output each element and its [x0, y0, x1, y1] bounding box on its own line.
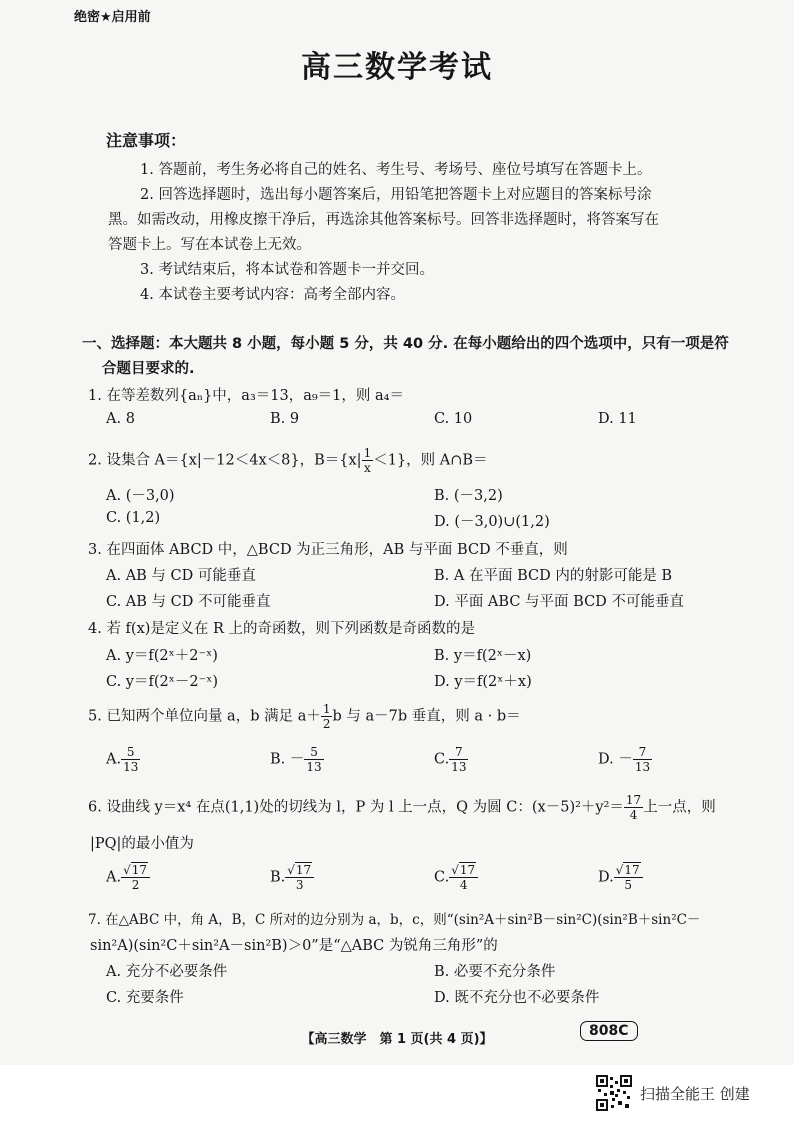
- section-heading: 一、选择题：本大题共 8 小题，每小题 5 分，共 40 分. 在每小题给出的四个选项中，只有一项是符: [82, 336, 729, 352]
- question-2-stem: [88, 447, 488, 474]
- question-6-fraction: [624, 794, 643, 821]
- fraction-denominator: 13: [123, 760, 139, 774]
- option-label: A.: [106, 751, 122, 768]
- question-2-option-c: C. (1,2): [106, 510, 161, 526]
- question-6-stem: [88, 794, 716, 821]
- fraction-denominator: 2: [131, 878, 140, 892]
- notice-item-1: 1. 答题前，考生务必将自己的姓名、考生号、考场号、座位号填写在答题卡上。: [140, 162, 652, 178]
- question-3-option-b: B. A 在平面 BCD 内的射影可能是 B: [434, 568, 673, 584]
- question-2-fraction: [362, 447, 374, 474]
- fraction-numerator: 5: [304, 746, 323, 760]
- notice-item-4: 4. 本试卷主要考试内容：高考全部内容。: [140, 287, 405, 303]
- fraction-denominator: 13: [634, 760, 651, 774]
- option-label: C.: [434, 751, 450, 768]
- question-5-stem-pre: 5. 已知两个单位向量 a，b 满足 a＋: [88, 708, 321, 725]
- notice-item-2-cont: 黑。如需改动，用橡皮擦干净后，再选涂其他答案标号。回答非选择题时，将答案写在: [108, 212, 659, 228]
- sqrt-radicand: 17: [131, 863, 148, 877]
- fraction-numerator: 1: [363, 446, 372, 460]
- fraction-numerator: 7: [633, 746, 652, 760]
- page-title: 高三数学考试: [301, 50, 493, 85]
- confidential-mark: 绝密★启用前: [74, 10, 151, 25]
- question-7-stem: 7. 在△ABC 中，角 A，B，C 所对的边分别为 a，b，c，则“(sin²A＋sin²B－sin²C)(sin²B＋sin²C－: [88, 912, 701, 928]
- question-6-stem-pre: 6. 设曲线 y＝x⁴ 在点(1,1)处的切线为 l，P 为 l 上一点，Q 为圆 C：(x－5)²＋y²＝: [88, 799, 624, 816]
- question-5-option-b: [270, 746, 324, 773]
- option-label: D. －: [598, 751, 633, 768]
- question-4-stem: 4. 若 f(x)是定义在 R 上的奇函数，则下列函数是奇函数的是: [88, 621, 476, 637]
- notice-item-2: 2. 回答选择题时，选出每小题答案后，用铅笔把答题卡上对应题目的答案标号涂: [140, 187, 652, 203]
- question-2-option-d: D. (－3,0)∪(1,2): [434, 514, 550, 530]
- sqrt-radicand: 17: [459, 863, 476, 877]
- fraction-denominator: x: [363, 461, 371, 475]
- question-6-option-b: B. $\frac{√17}{3}$: [270, 864, 314, 891]
- sqrt-radicand: 17: [295, 863, 312, 877]
- question-5-option-c: [434, 746, 468, 773]
- fraction-denominator: 13: [451, 760, 467, 774]
- fraction-denominator: 2: [322, 717, 331, 731]
- question-1-option-d: D. 11: [598, 411, 637, 427]
- option-label: C.: [434, 869, 450, 886]
- question-7-option-c: C. 充要条件: [106, 990, 184, 1006]
- fraction-denominator: 4: [459, 878, 468, 892]
- question-6-option-c: C. $\frac{√17}{4}$: [434, 864, 478, 891]
- option-label: A.: [106, 869, 122, 886]
- question-2-option-b: B. (－3,2): [434, 488, 503, 504]
- option-label: D.: [598, 869, 614, 886]
- question-5-stem: [88, 703, 521, 730]
- scanner-watermark: 扫描全能王 创建: [640, 1085, 750, 1103]
- qr-code-icon: [596, 1075, 632, 1111]
- section-heading-cont: 合题目要求的.: [102, 361, 195, 377]
- question-3-option-a: A. AB 与 CD 可能垂直: [106, 568, 256, 584]
- question-1-option-c: C. 10: [434, 411, 473, 427]
- question-7-option-b: B. 必要不充分条件: [434, 964, 556, 980]
- fraction-numerator: 1: [322, 702, 331, 716]
- fraction-numerator: 7: [449, 746, 468, 760]
- fraction-numerator: 17: [625, 793, 642, 807]
- question-7-option-d: D. 既不充分也不必要条件: [434, 990, 600, 1006]
- question-7-stem-cont: sin²A)(sin²C＋sin²A－sin²B)＞0”是“△ABC 为锐角三角形”的: [90, 938, 498, 954]
- question-2-stem-pre: 2. 设集合 A＝{x|－12＜4x＜8}，B＝{x|: [88, 452, 362, 469]
- fraction-numerator: 5: [121, 746, 140, 760]
- question-3-option-c: C. AB 与 CD 不可能垂直: [106, 594, 271, 610]
- question-2-stem-post: ＜1}，则 A∩B＝: [373, 452, 488, 469]
- question-5-fraction: [321, 703, 333, 730]
- question-4-option-a: A. y＝f(2ˣ＋2⁻ˣ): [106, 648, 218, 664]
- question-3-option-d: D. 平面 ABC 与平面 BCD 不可能垂直: [434, 594, 684, 610]
- question-7-option-a: A. 充分不必要条件: [106, 964, 228, 980]
- question-6-stem-cont: |PQ|的最小值为: [90, 836, 194, 852]
- question-6-option-d: D. $\frac{√17}{5}$: [598, 864, 643, 891]
- question-3-stem: 3. 在四面体 ABCD 中，△BCD 为正三角形，AB 与平面 BCD 不垂直，则: [88, 542, 568, 558]
- fraction-denominator: 4: [629, 808, 638, 822]
- question-1-option-b: B. 9: [270, 411, 300, 427]
- page-footer: 【高三数学 第 1 页(共 4 页)】: [301, 1032, 493, 1047]
- fraction-denominator: 13: [306, 760, 322, 774]
- notice-item-3: 3. 考试结束后，将本试卷和答题卡一并交回。: [140, 262, 434, 278]
- question-4-option-b: B. y＝f(2ˣ－x): [434, 648, 532, 664]
- question-4-option-c: C. y＝f(2ˣ－2⁻ˣ): [106, 674, 219, 690]
- question-6-option-a: A. $\frac{√17}{2}$: [106, 864, 150, 891]
- sqrt-radicand: 17: [624, 863, 640, 877]
- notice-item-2-end: 答题卡上。写在本试卷上无效。: [108, 237, 311, 253]
- question-6-stem-post: 上一点，则: [643, 799, 716, 816]
- question-1-option-a: A. 8: [106, 411, 135, 427]
- question-5-option-a: [106, 746, 140, 773]
- notice-heading: 注意事项：: [106, 131, 187, 150]
- option-label: B. －: [270, 751, 305, 768]
- question-1-stem: 1. 在等差数列{aₙ}中，a₃＝13，a₉＝1，则 a₄＝: [88, 388, 404, 404]
- fraction-denominator: 5: [624, 878, 632, 892]
- question-2-option-a: A. (－3,0): [106, 488, 175, 504]
- question-5-stem-post: b 与 a－7b 垂直，则 a · b＝: [332, 708, 521, 725]
- paper-code: 808C: [580, 1021, 638, 1041]
- option-label: B.: [270, 869, 286, 886]
- fraction-denominator: 3: [295, 878, 304, 892]
- question-5-option-d: [598, 746, 652, 773]
- question-4-option-d: D. y＝f(2ˣ＋x): [434, 674, 532, 690]
